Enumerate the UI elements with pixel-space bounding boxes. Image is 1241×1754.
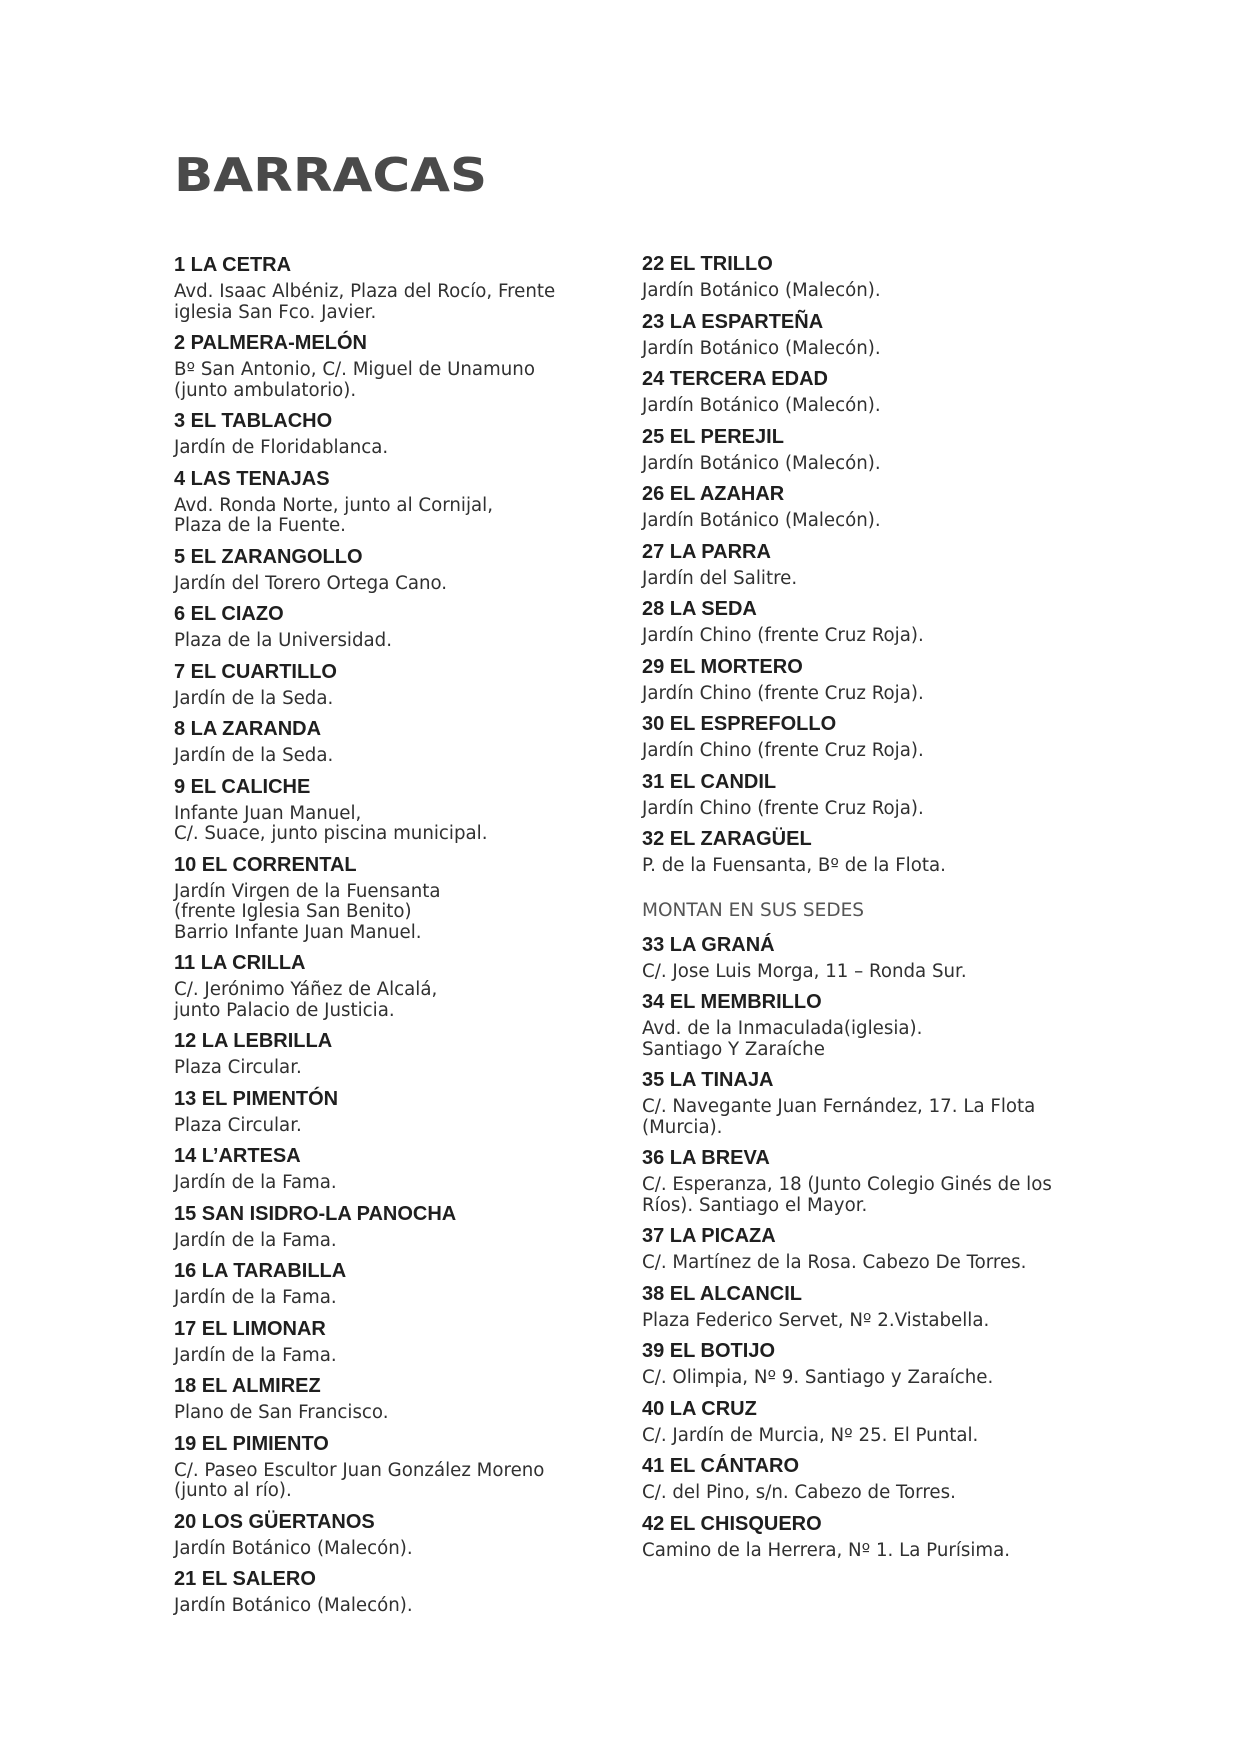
barraca-name: 6 EL CIAZO: [174, 603, 284, 625]
barraca-address: Jardín de la Seda.: [174, 745, 334, 766]
list-item: [174, 1317, 594, 1367]
list-item: [642, 310, 1082, 360]
barraca-address: P. de la Fuensanta, Bº de la Flota.: [642, 855, 946, 876]
list-item: [642, 482, 1082, 532]
sede-address: Avd. de la Inmaculada(iglesia). Santiago Y Zaraíche: [642, 1018, 923, 1060]
sede-address: Plaza Federico Servet, Nº 2.Vistabella.: [642, 1309, 990, 1331]
barraca-address: Plaza Circular.: [174, 1114, 302, 1136]
sede-name: 39 EL BOTIJO: [642, 1340, 776, 1362]
list-item: [642, 597, 1082, 647]
barraca-address: Jardín del Torero Ortega Cano.: [174, 572, 448, 594]
barraca-name: 29 EL MORTERO: [642, 655, 803, 678]
sede-name: 34 EL MEMBRILLO: [642, 991, 822, 1013]
barraca-name: 13 EL PIMENTÓN: [174, 1087, 339, 1110]
list-item: [642, 655, 1082, 705]
list-item: [174, 602, 594, 652]
list-item: [642, 712, 1082, 762]
barraca-name: 1 LA CETRA: [174, 254, 292, 276]
list-item: [174, 1202, 594, 1252]
sede-name: 41 EL CÁNTARO: [642, 1455, 800, 1477]
barraca-name: 25 EL PEREJIL: [642, 425, 784, 448]
barraca-name: 12 LA LEBRILLA: [174, 1030, 333, 1052]
barraca-address: Jardín Virgen de la Fuensanta (frente Iglesia San Benito) Barrio Infante Juan Manuel.: [174, 880, 441, 943]
list-item: [174, 1432, 594, 1502]
barraca-name: 9 EL CALICHE: [174, 775, 311, 798]
list-item: [642, 1512, 1082, 1562]
barraca-name: 18 EL ALMIREZ: [174, 1375, 321, 1397]
list-item: [174, 253, 594, 323]
sede-name: 40 LA CRUZ: [642, 1397, 757, 1420]
sede-address: C/. Esperanza, 18 (Junto Colegio Ginés de los Ríos). Santiago el Mayor.: [642, 1174, 1052, 1216]
list-item: [174, 717, 594, 767]
barraca-name: 19 EL PIMIENTO: [174, 1432, 329, 1455]
sede-address: C/. Martínez de la Rosa. Cabezo De Torres.: [642, 1252, 1027, 1273]
list-item: [174, 853, 594, 944]
barraca-name: 23 LA ESPARTEÑA: [642, 310, 824, 333]
list-item: [174, 1029, 594, 1079]
list-item: [174, 1259, 594, 1309]
list-item: [642, 827, 1082, 877]
left-column: [174, 253, 594, 1625]
barraca-address: C/. Jerónimo Yáñez de Alcalá, junto Palacio de Justicia.: [174, 979, 438, 1021]
list-item: [642, 1146, 1082, 1216]
barraca-address: Jardín Botánico (Malecón).: [642, 337, 881, 359]
barraca-address: Avd. Isaac Albéniz, Plaza del Rocío, Frente iglesia San Fco. Javier.: [174, 281, 556, 323]
barraca-name: 26 EL AZAHAR: [642, 483, 785, 505]
barraca-name: 4 LAS TENAJAS: [174, 467, 330, 490]
list-item: [174, 660, 594, 710]
list-item: [642, 1224, 1082, 1274]
list-item: [642, 540, 1082, 590]
barraca-name: 8 LA ZARANDA: [174, 718, 322, 740]
list-item: [642, 770, 1082, 820]
list-item: [642, 990, 1082, 1060]
barraca-name: 5 EL ZARANGOLLO: [174, 545, 363, 568]
barraca-address: Jardín Chino (frente Cruz Roja).: [642, 682, 924, 704]
barraca-name: 2 PALMERA-MELÓN: [174, 332, 367, 354]
barraca-name: 17 EL LIMONAR: [174, 1317, 326, 1340]
list-item: [642, 1282, 1082, 1332]
barraca-address: Plaza de la Universidad.: [174, 630, 393, 651]
list-item: [642, 1454, 1082, 1504]
barraca-name: 22 EL TRILLO: [642, 253, 773, 275]
barraca-address: Jardín Botánico (Malecón).: [642, 510, 881, 531]
list-item: [174, 1567, 594, 1617]
barraca-name: 10 EL CORRENTAL: [174, 853, 357, 876]
section-heading: MONTAN EN SUS SEDES: [642, 899, 865, 921]
list-item: [174, 1374, 594, 1424]
list-item: [642, 1339, 1082, 1389]
sede-address: C/. Navegante Juan Fernández, 17. La Flota (Murcia).: [642, 1096, 1036, 1138]
barraca-address: Jardín del Salitre.: [642, 567, 798, 589]
list-item: [642, 425, 1082, 475]
barraca-name: 7 EL CUARTILLO: [174, 660, 337, 683]
list-item: [174, 1087, 594, 1137]
barraca-name: 28 LA SEDA: [642, 598, 757, 620]
barraca-name: 32 EL ZARAGÜEL: [642, 828, 812, 850]
list-item: [642, 367, 1082, 417]
barraca-name: 14 L’ARTESA: [174, 1145, 301, 1167]
sede-name: 36 LA BREVA: [642, 1147, 770, 1169]
sede-address: Camino de la Herrera, Nº 1. La Purísima.: [642, 1539, 1011, 1561]
sede-name: 37 LA PICAZA: [642, 1225, 776, 1247]
page-title: BARRACAS: [174, 148, 488, 202]
barraca-address: Jardín Botánico (Malecón).: [642, 280, 881, 301]
sede-address: C/. Olimpia, Nº 9. Santiago y Zaraíche.: [642, 1367, 994, 1388]
barraca-name: 24 TERCERA EDAD: [642, 368, 828, 390]
barraca-address: Plano de San Francisco.: [174, 1402, 389, 1423]
barraca-address: Avd. Ronda Norte, junto al Cornijal, Plaza de la Fuente.: [174, 494, 494, 536]
barraca-address: Jardín Chino (frente Cruz Roja).: [642, 740, 924, 761]
barraca-address: Jardín Botánico (Malecón).: [642, 452, 881, 474]
barraca-address: Jardín Chino (frente Cruz Roja).: [642, 625, 924, 646]
barraca-address: C/. Paseo Escultor Juan González Moreno (junto al río).: [174, 1459, 545, 1501]
sede-address: C/. del Pino, s/n. Cabezo de Torres.: [642, 1482, 956, 1503]
list-item: [174, 409, 594, 459]
sede-address: C/. Jardín de Murcia, Nº 25. El Puntal.: [642, 1424, 979, 1446]
list-item: [174, 331, 594, 401]
right-column: [642, 252, 1082, 1569]
barraca-name: 15 SAN ISIDRO-LA PANOCHA: [174, 1202, 457, 1225]
barraca-address: Jardín de Floridablanca.: [174, 437, 389, 458]
barraca-address: Jardín de la Fama.: [174, 1344, 337, 1366]
list-item: [174, 951, 594, 1021]
barraca-address: Jardín de la Fama.: [174, 1229, 337, 1251]
barraca-address: Jardín de la Fama.: [174, 1287, 337, 1308]
barraca-name: 11 LA CRILLA: [174, 952, 306, 974]
barraca-name: 30 EL ESPREFOLLO: [642, 713, 837, 735]
barraca-address: Jardín de la Seda.: [174, 687, 334, 709]
sede-name: 33 LA GRANÁ: [642, 933, 775, 956]
barraca-address: Bº San Antonio, C/. Miguel de Unamuno (junto ambulatorio).: [174, 359, 535, 401]
barraca-address: Jardín Botánico (Malecón).: [174, 1537, 413, 1559]
list-item: [642, 1068, 1082, 1138]
barraca-address: Jardín Chino (frente Cruz Roja).: [642, 797, 924, 819]
list-item: [174, 1144, 594, 1194]
barraca-name: 31 EL CANDIL: [642, 770, 777, 793]
barraca-address: Jardín Botánico (Malecón).: [174, 1595, 413, 1616]
barraca-address: Jardín Botánico (Malecón).: [642, 395, 881, 416]
barraca-address: Jardín de la Fama.: [174, 1172, 337, 1193]
barraca-name: 3 EL TABLACHO: [174, 410, 333, 432]
list-item: [174, 467, 594, 537]
sede-name: 38 EL ALCANCIL: [642, 1282, 803, 1305]
sede-address: C/. Jose Luis Morga, 11 – Ronda Sur.: [642, 960, 967, 982]
list-item: [642, 252, 1082, 302]
barraca-name: 21 EL SALERO: [174, 1568, 316, 1590]
barraca-address: Plaza Circular.: [174, 1057, 302, 1078]
list-item: [174, 545, 594, 595]
list-item: [642, 1397, 1082, 1447]
sede-name: 42 EL CHISQUERO: [642, 1512, 822, 1535]
barraca-name: 20 LOS GÜERTANOS: [174, 1510, 375, 1533]
sede-name: 35 LA TINAJA: [642, 1069, 774, 1091]
barraca-address: Infante Juan Manuel, C/. Suace, junto piscina municipal.: [174, 802, 488, 844]
barraca-name: 16 LA TARABILLA: [174, 1260, 347, 1282]
list-item: [174, 775, 594, 845]
list-item: [174, 1510, 594, 1560]
barraca-name: 27 LA PARRA: [642, 540, 771, 563]
list-item: [642, 933, 1082, 983]
